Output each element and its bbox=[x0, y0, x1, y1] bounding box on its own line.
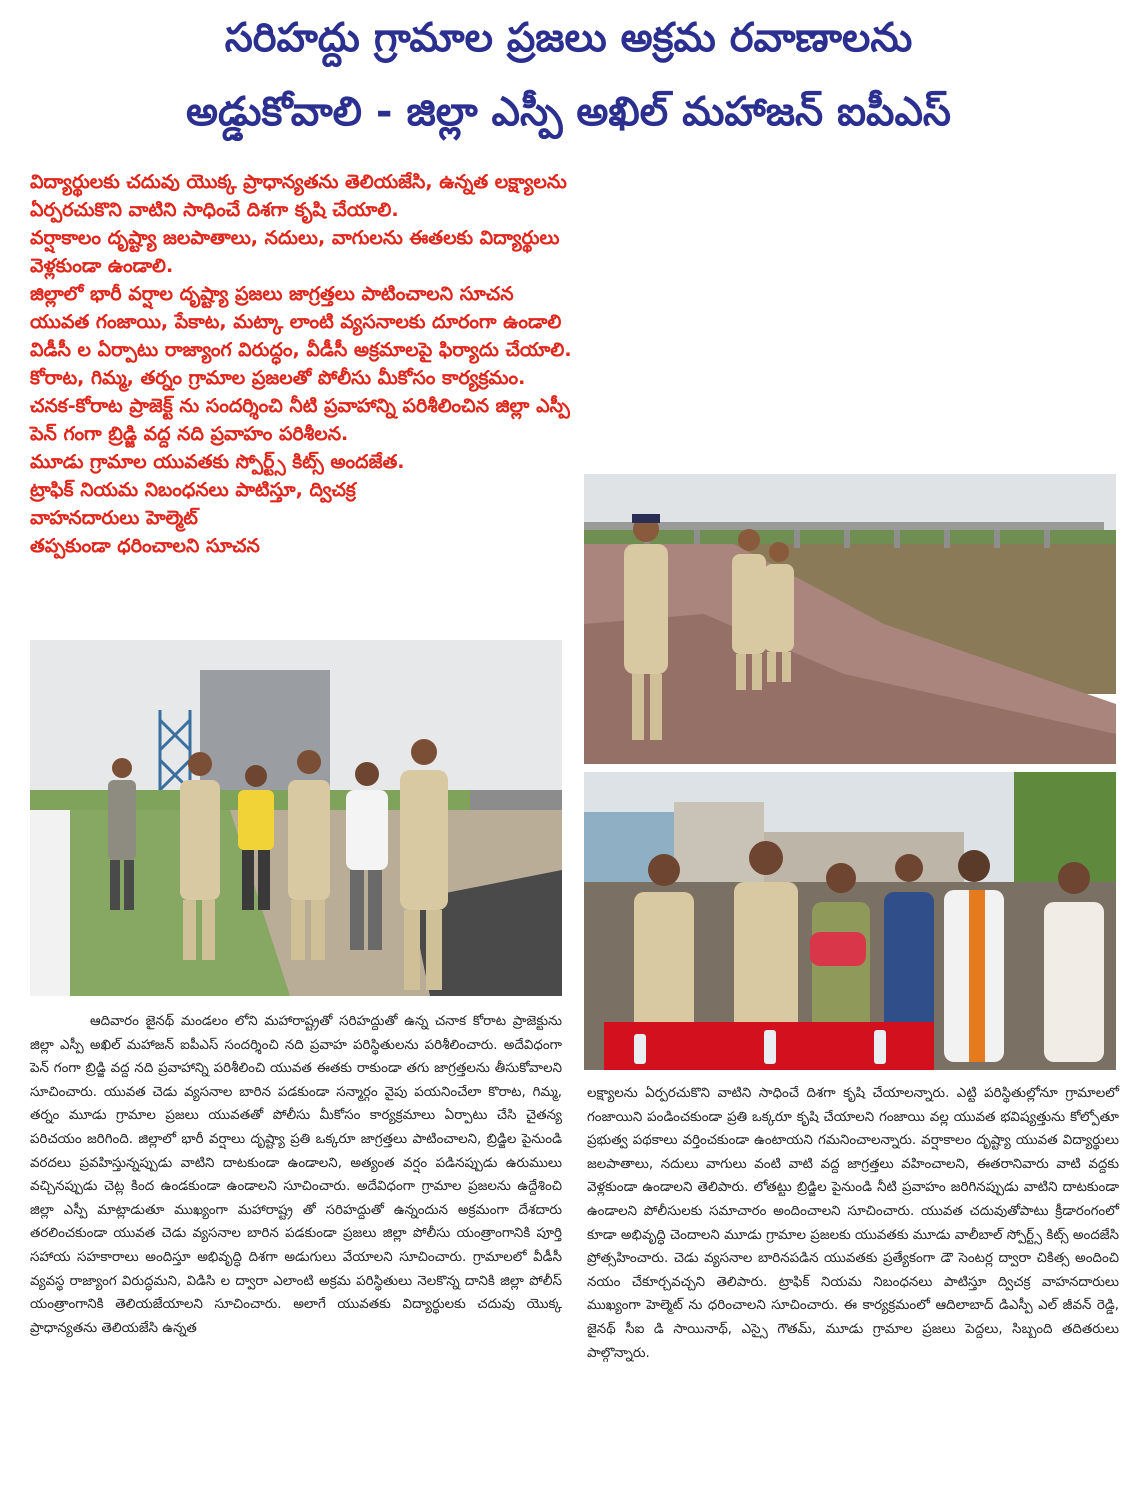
article-paragraph: ఆదివారం జైనథ్ మండలం లోని మహారాష్ట్రతో సరిహద్దుతో ఉన్న చనాక కోరాట ప్రాజెక్టును జిల్లా ఎస్పీ అఖిల్ మహాజన్ ఐపీఎస్ సందర్శించి నది ప్రవాహ పరిస్థితులను పరిశీలించారు. అదేవిధంగా పెన్ గంగా బ్రిడ్జి వద్ద నది ప్రవాహాన్ని పరిశీలించి యువత ఈతకు రాకుండా తగు జాగ్రత్తలను తీసుకోవాలని సూచించారు. యువత చెడు వ్యసనాల బారిన పడకుండా సన్మార్గం వైపు పయనించేలా కొరాట, గిమ్మ, తర్నం మూడు గ్రామాల ప్రజలు యువతతో పోలీసు మీకోసం కార్యక్రమాలు ఏర్పాటు చేసి చైతన్య పరిచయం జరిగింది. జిల్లాలో భారీ వర్షాలు దృష్ట్యా ప్రతి ఒక్కరూ జాగ్రత్తలు పాటించాలని, బ్రిడ్జిల పైనుండి వరదలు ప్రవహిస్తున్నప్పుడు వాటిని దాటకుండా ఉండాలని, అత్యంత వర్షం పడినప్పుడు ఉరుములు వచ్చినప్పుడు చెట్ల కింద ఉండకుండా ఉండాలని సూచించారు. అదేవిధంగా గ్రామాల ప్రజలను ఉద్దేశించి జిల్లా ఎస్పీ మాట్లాడుతూ ముఖ్యంగా మహారాష్ట్ర తో సరిహద్దుతో ఉన్నందున అక్రమంగా దేశదారు తరలించకుండా యువత చెడు వ్యసనాల బారిన పడకుండా ప్రజలు జిల్లా పోలీసు యంత్రాంగానికి పూర్తి సహాయ సహకారాలు అందిస్తూ అభివృద్ధి దిశగా అడుగులు వేయాలని సూచించారు. గ్రామాలలో వీడీసీ వ్యవస్థ రాజ్యాంగ విరుద్ధమని, విడిసి ల ద్వారా ఎలాంటి అక్రమ పరిస్థితులు నెలకొన్న దానికి జిల్లా పోలీస్ యంత్రాంగానికి తెలియజేయాలని సూచించారు. అలాగే యువతకు విద్యార్థులకు చదువు యొక్క ప్రాధాన్యతను తెలియజేసి ఉన్నత bbox=[30, 1014, 562, 1336]
highlight-item: చనక-కోరాట ప్రాజెక్ట్ ను సందర్శించి నీటి ప్రవాహాన్ని పరిశీలించిన జిల్లా ఎస్పీ bbox=[30, 395, 570, 417]
highlight-item: వెళ్లకుండా ఉండాలి. bbox=[30, 255, 174, 277]
highlight-item: యువత గంజాయి, పేకాట, మట్కా లాంటి వ్యసనాలకు దూరంగా ఉండాలి bbox=[30, 311, 562, 333]
highlight-item: పెన్ గంగా బ్రిడ్జి వద్ద నది ప్రవాహం పరిశీలన. bbox=[30, 423, 349, 445]
highlight-item: వర్షాకాలం దృష్ట్యా జలపాతాలు, నదులు, వాగులను ఈతలకు విద్యార్థులు bbox=[30, 227, 560, 249]
highlight-item: వాహనదారులు హెల్మెట్ bbox=[30, 507, 198, 529]
highlight-item: కోరాట, గిమ్మ, తర్నం గ్రామాల ప్రజలతో పోలీసు మీకోసం కార్యక్రమం. bbox=[30, 367, 526, 389]
highlight-item: విడీసీ ల ఏర్పాటు రాజ్యాంగ విరుద్ధం, వీడీసీ అక్రమాలపై ఫిర్యాదు చేయాలి. bbox=[30, 339, 572, 361]
photo-river-bridge bbox=[584, 474, 1116, 764]
highlight-item: ట్రాఫిక్ నియమ నిబంధనలు పాటిస్తూ, ద్విచక్ర bbox=[30, 479, 356, 501]
article-column-right bbox=[587, 1082, 1119, 1365]
photo-sports-kit-distribution bbox=[584, 772, 1116, 1070]
highlight-item: తప్పకుండా ధరించాలని సూచన bbox=[30, 535, 260, 557]
headline-line-1: సరిహద్దు గ్రామాల ప్రజలు అక్రమ రవాణాలను bbox=[224, 15, 913, 61]
highlight-item: జిల్లాలో భారీ వర్షాల దృష్ట్యా ప్రజలు జాగ్రత్తలు పాటించాలని సూచన bbox=[30, 283, 514, 305]
article-paragraph: లక్ష్యాలను ఏర్పరచుకొని వాటిని సాధించే దిశగా కృషి చేయాలన్నారు. ఎట్టి పరిస్థితుల్లోనూ గ్రామాలలో గంజాయిని పండించకుండా ప్రతి ఒక్కరూ కృషి చేయాలని గంజాయి వల్ల యువత భవిష్యత్తును కోల్పోతూ ప్రభుత్వ పథకాలు వర్తించకుండా ఉంటాయని గమనించాలన్నారు. వర్షాకాలం దృష్ట్యా యువత విద్యార్థులు జలపాతాలు, నదులు వాగులు వంటి వాటి వద్ద జాగ్రత్తలు వహించాలని, ఈతరానివారు వాటి వద్దకు వెళ్లకుండా ఉండాలని తెలిపారు. లోతట్టు బ్రిడ్జిల పైనుండి నీటి ప్రవాహం జరిగినప్పుడు వాటిని దాటకుండా ఉండాలని పోలీసులకు సమాచారం అందించాలని సూచించారు. యువత చదువుతోపాటు క్రీడారంగంలో కూడా అభివృద్ధి చెందాలని మూడు గ్రామాల ప్రజలకు యువతకు మూడు వాలీబాల్ స్పోర్ట్స్ కిట్స్ అందజేసి ప్రోత్సహించారు. చెడు వ్యసనాల బారినపడిన యువతకు ప్రత్యేకంగా డౌ సెంటర్ల ద్వారా చికిత్స అందించి నయం చేకూర్చవచ్చని తెలిపారు. ట్రాఫిక్ నియమ నిబంధనలు పాటిస్తూ ద్విచక్ర వాహనదారులు ముఖ్యంగా హెల్మెట్ ను ధరించాలని సూచించారు. ఈ కార్యక్రమంలో ఆదిలాబాద్ డిఎస్పీ ఎల్ జీవన్ రెడ్డి, జైనథ్ సీఐ డి సాయినాథ్, ఎస్సై గౌతమ్, మూడు గ్రామాల ప్రజలు పెద్దలు, సిబ్బంది తదితరులు పాల్గొన్నారు. bbox=[587, 1086, 1119, 1361]
photo-project-site bbox=[30, 640, 562, 996]
highlight-item: విద్యార్థులకు చదువు యొక్క ప్రాధాన్యతను తెలియజేసి, ఉన్నత లక్ష్యాలను bbox=[30, 171, 567, 193]
headline-line-2: అడ్డుకోవాలి - జిల్లా ఎస్పీ అఖిల్ మహాజన్ ఐపీఎస్ bbox=[186, 89, 951, 135]
article-column-left bbox=[30, 1010, 562, 1340]
highlight-item: ఏర్పరచుకొని వాటిని సాధించే దిశగా కృషి చేయాలి. bbox=[30, 199, 399, 221]
highlight-item: మూడు గ్రామాల యువతకు స్పోర్ట్స్ కిట్స్ అందజేత. bbox=[30, 451, 405, 473]
